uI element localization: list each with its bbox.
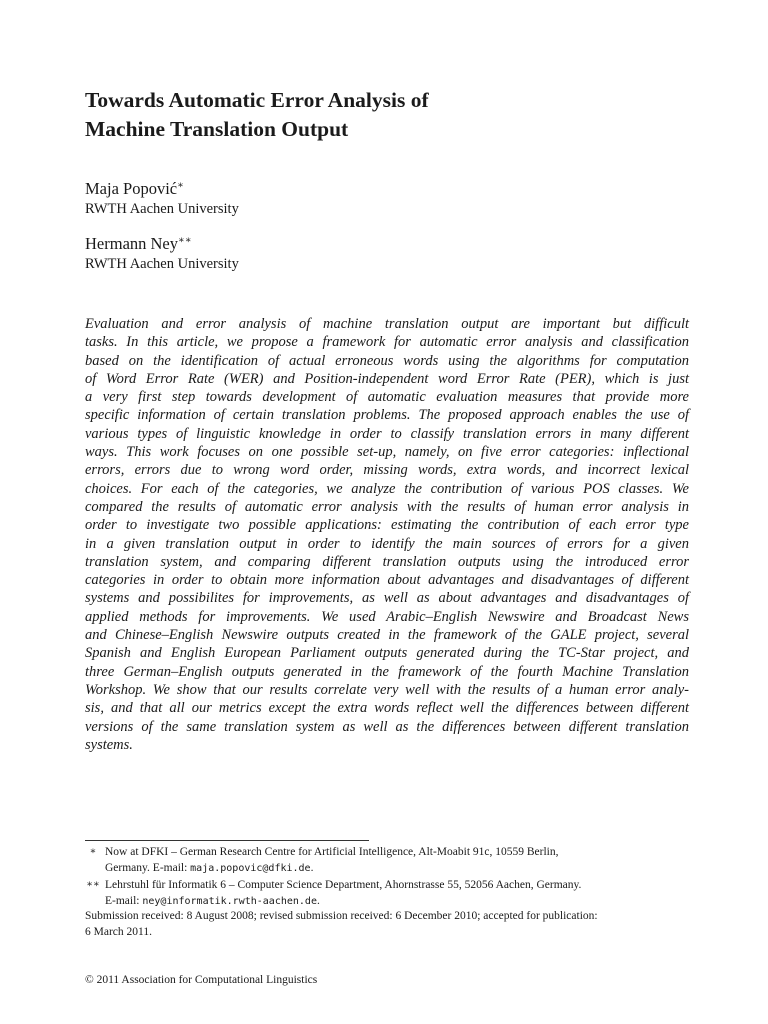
footnote-2-line-1: Lehrstuhl für Informatik 6 – Computer Science Department, Ahornstrasse 55, 52056 Aachen, Germany.	[105, 879, 582, 891]
author-2-affiliation: RWTH Aachen University	[85, 256, 239, 272]
title-line-1: Towards Automatic Error Analysis of	[85, 88, 429, 112]
author-1-affiliation: RWTH Aachen University	[85, 201, 239, 217]
abstract-line: applied methods for improvements. We used Arabic–English Newswire and Broadcast News	[85, 608, 689, 625]
footnote-1-mark: ∗	[89, 846, 97, 857]
abstract-line: compared the results of automatic error analysis with the results of human error analysis in	[85, 498, 689, 515]
footnote-1-email-prefix: Germany. E-mail:	[105, 862, 191, 874]
abstract-line: Workshop. We show that our results correlate very well with the results of a human error analy-	[85, 681, 689, 698]
abstract-line: errors, errors due to wrong word order, missing words, extra words, and incorrect lexical	[85, 462, 689, 479]
footnote-2-line-2	[105, 893, 689, 910]
abstract-line: and Chinese–English Newswire outputs created in the framework of the GALE project, several	[85, 627, 689, 644]
author-1-footnote-mark: ∗	[177, 180, 184, 191]
footnote-2-email[interactable]: ney@informatik.rwth-aachen.de	[142, 896, 317, 907]
abstract-line: versions of the same translation system as well as the differences between different translation	[85, 718, 689, 735]
footnote-1-email-suffix: .	[310, 862, 314, 874]
footnote-rule	[85, 840, 369, 841]
abstract-line: in a given translation output in order to identify the main sources of errors for a given	[85, 535, 689, 552]
abstract-line: three German–English outputs generated in the framework of the fourth Machine Translation	[85, 663, 689, 680]
footnote-2-mark: ∗∗	[86, 879, 100, 890]
author-2	[85, 234, 192, 254]
abstract-line: translation system, and comparing different translation outputs using the introduced error	[85, 553, 689, 570]
abstract-line: of Word Error Rate (WER) and Position-independent word Error Rate (PER), which is just	[85, 370, 689, 387]
title-line-2: Machine Translation Output	[85, 117, 349, 141]
footnote-1-email[interactable]: maja.popovic@dfki.de	[190, 863, 311, 874]
author-2-footnote-mark: ∗∗	[178, 235, 192, 246]
abstract-line: ways. This work focuses on one possible set-up, namely, on five error categories: inflectional	[85, 444, 689, 461]
abstract-line: choices. For each of the categories, we analyze the contribution of various POS classes. We	[85, 480, 689, 497]
copyright-notice: © 2011 Association for Computational Linguistics	[85, 974, 318, 986]
abstract-line: systems.	[85, 736, 133, 753]
author-1-name: Maja Popović	[85, 179, 178, 198]
abstract-line: Evaluation and error analysis of machine translation output are important but difficult	[85, 316, 689, 332]
abstract-line: specific information of certain translation problems. The proposed approach enables the use of	[85, 407, 689, 424]
paper-title	[85, 86, 685, 144]
abstract-line: a very first step towards development of automatic evaluation measures that provide more	[85, 389, 689, 406]
author-2-name: Hermann Ney	[85, 234, 179, 253]
abstract-line: categories in order to obtain more information about advantages and disadvantages of different	[85, 572, 689, 589]
footnote-2-email-prefix: E-mail:	[105, 895, 143, 907]
abstract-line: based on the identification of actual erroneous words using the algorithms for computation	[85, 352, 689, 369]
submission-line-2: 6 March 2011.	[85, 925, 152, 938]
footnotes	[85, 844, 689, 910]
abstract-line: tasks. In this article, we propose a framework for automatic error analysis and classification	[85, 334, 689, 351]
footnote-1	[85, 844, 689, 877]
abstract-line: sis, and that all our metrics except the extra words reflect well the differences between different	[85, 700, 689, 717]
footnote-2	[85, 877, 689, 910]
author-1	[85, 179, 184, 199]
submission-line-1: Submission received: 8 August 2008; revised submission received: 6 December 2010; accepted for publication:	[85, 910, 598, 922]
footnote-2-email-suffix: .	[316, 895, 320, 907]
abstract-line: order to investigate two possible applications: estimating the contribution of each error type	[85, 517, 689, 534]
footnote-1-line-1: Now at DFKI – German Research Centre for Artificial Intelligence, Alt-Moabit 91c, 10559 Berlin,	[105, 846, 559, 858]
abstract-line: systems and possibilites for improvements, as well as about advantages and disadvantages of	[85, 590, 689, 607]
abstract	[85, 315, 689, 754]
abstract-line: various types of linguistic knowledge in order to classify translation errors in many different	[85, 425, 689, 442]
submission-dates	[85, 909, 689, 940]
footnote-1-line-2	[105, 860, 689, 877]
abstract-line: Spanish and English European Parliament outputs generated during the TC-Star project, and	[85, 645, 689, 662]
